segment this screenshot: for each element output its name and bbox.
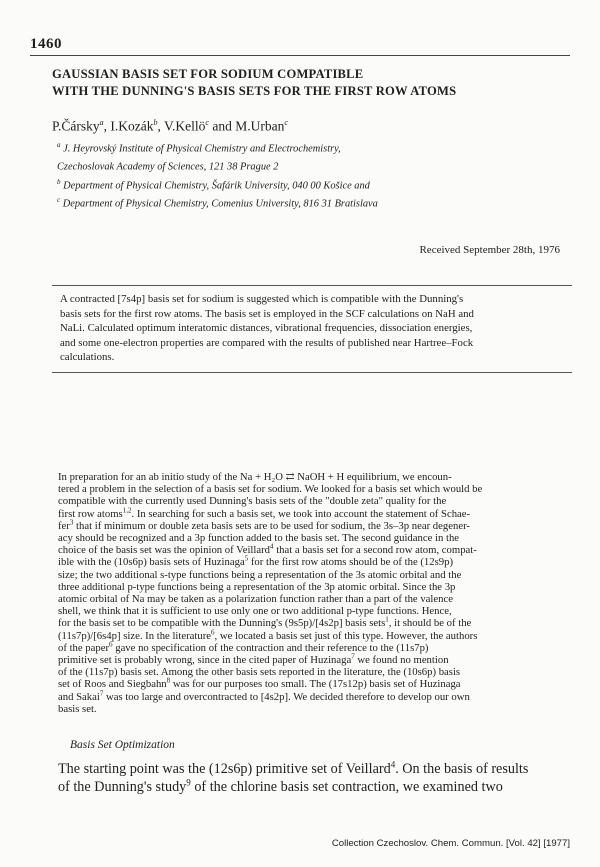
text-line: three additional p-type functions being a representation of the 3p atomic orbital. Since the 3p (58, 580, 456, 593)
author-name: I.Kozák (110, 118, 154, 134)
text-line: of the (11s7p) basis set. Among the other basis sets reported in the literature, the (10s6p) basis (58, 666, 461, 679)
author-separator: , (103, 118, 111, 134)
text-line: primitive set is probably wrong, since in the cited paper of Huzinaga$^7$ we found no mention (58, 652, 449, 667)
reference-mark: 6 (109, 640, 113, 649)
author-affil-mark: c (284, 118, 288, 127)
author-separator: , (157, 118, 165, 134)
affiliation-mark: c (57, 196, 61, 205)
abstract-line: basis sets for the first row atoms. The basis set is employed in the SCF calculations on NaH and (60, 307, 474, 320)
text-line: fer$^3$ that if minimum or double zeta basis sets are to be used for sodium, the 3s–3p near degener- (58, 518, 470, 532)
reference-mark: 8 (166, 676, 171, 685)
title-line-1: GAUSSIAN BASIS SET FOR SODIUM COMPATIBLE (52, 67, 364, 81)
affiliation-line: $^a$ J. Heyrovský Institute of Physical Chemistry and Electrochemistry, (57, 141, 341, 155)
abstract (60, 292, 572, 365)
affiliation-mark: b (57, 177, 61, 186)
text-line: acy should be recognized and a 3p function added to the basis set. The second guidance in the (58, 532, 460, 545)
abstract-bottom-rule (52, 372, 572, 373)
affiliation-mark: a (57, 141, 61, 149)
title-line-2: WITH THE DUNNING'S BASIS SETS FOR THE FIRST ROW ATOMS (52, 84, 457, 98)
text-line: compatible with the currently used Dunning's basis sets of the "double zeta" quality for the (58, 495, 447, 508)
author-name: P.Čársky (52, 118, 100, 134)
paper-title (52, 66, 572, 100)
text-line: shell, we think that it is sufficient to use only one or two additional p-type functions. Hence, (58, 605, 452, 618)
reference-mark: 6 (211, 628, 215, 637)
abstract-line: and some one-electron properties are compared with the results of published near Hartree–Fock (60, 336, 474, 349)
reference-mark: 7 (351, 652, 355, 661)
text-line: atomic orbital of Na may be taken as a polarization function rather than a part of the valence (58, 593, 453, 606)
affiliation-line: Czechoslovak Academy of Sciences, 121 38 Prague 2 (57, 161, 279, 173)
text-line: of the Dunning's study$^9$ of the chlorine basis set contraction, we examined two (58, 777, 503, 795)
text-line: tered a problem in the selection of a basis set for sodium. We looked for a basis set which would be (58, 483, 483, 496)
text-line: basis set. (58, 702, 97, 715)
author-affil-mark: a (99, 118, 104, 127)
affiliations (57, 138, 577, 212)
abstract-line: NaLi. Calculated optimum interatomic distances, vibrational frequencies, dissociation energies, (60, 322, 473, 335)
text-line: ible with the (10s6p) basis sets of Huzinaga$^5$ for the first row atoms should be of the (12s9p) (58, 554, 454, 569)
text-line: The starting point was the (12s6p) primitive set of Veillard$^4$. On the basis of results (58, 759, 529, 777)
author-list (52, 118, 288, 135)
section-body-text (58, 760, 578, 796)
reference-mark: 7 (99, 689, 104, 698)
journal-footer: Collection Czechoslov. Chem. Commun. [Vol. 42] [1977] (331, 838, 570, 849)
reference-mark: 3 (69, 518, 74, 527)
text-line: for the basis set to be compatible with the Dunning's (9s5p)/[4s2p] basis sets$^1$, it should be of the (58, 615, 472, 630)
reference-mark: 4 (390, 759, 396, 770)
text-line: of the paper$^6$ gave no specification of the contraction and their reference to the (11s7p) (58, 640, 429, 654)
body-text (58, 471, 572, 715)
abstract-line: calculations. (60, 351, 115, 364)
text-line: (11s7p)/[6s4p] size. In the literature$^6$, we located a basis set just of this type. However, the authors (58, 628, 478, 642)
header-rule (30, 55, 570, 56)
text-line: size; the two additional s-type functions being a representation of the 3s atomic orbital and the (58, 568, 462, 581)
author-affil-mark: b (153, 118, 158, 127)
text-line: first row atoms$^{1,2}$. In searching for such a basis set, we took into account the statement of Schae- (58, 506, 471, 520)
received-date: Received September 28th, 1976 (419, 244, 560, 256)
author-name: M.Urban (235, 118, 285, 134)
page-number: 1460 (30, 36, 62, 52)
reference-mark: 1,2 (122, 506, 132, 515)
author-separator: and (208, 118, 236, 134)
abstract-line: A contracted [7s4p] basis set for sodium is suggested which is compatible with the Dunning's (60, 293, 464, 305)
affiliation-line: $^b$ Department of Physical Chemistry, Šafárik University, 040 00 Košice and (57, 177, 370, 192)
reference-mark: 9 (186, 777, 191, 788)
section-heading: Basis Set Optimization (70, 739, 175, 751)
reference-mark: 5 (244, 554, 249, 563)
affiliation-line: $^c$ Department of Physical Chemistry, Comenius University, 816 31 Bratislava (57, 196, 378, 210)
reference-mark: 1 (385, 615, 389, 624)
text-line: set of Roos and Siegbahn$^8$ was for our purposes too small. The (17s12p) basis set of Huzinaga (58, 676, 461, 691)
author-name: V.Kellö (164, 118, 206, 134)
text-line: and Sakai$^7$ was too large and overcontracted to [4s2p]. We decided therefore to develop our own (58, 689, 470, 703)
text-line: choice of the basis set was the opinion of Veillard$^4$ that a basis set for a second row atom, compat- (58, 542, 477, 557)
abstract-top-rule (52, 285, 572, 286)
text-line: In preparation for an ab initio study of the Na + H₂O ⇄ NaOH + H equilibrium, we encoun- (58, 471, 452, 483)
author-affil-mark: c (205, 118, 209, 127)
reference-mark: 4 (270, 542, 274, 551)
